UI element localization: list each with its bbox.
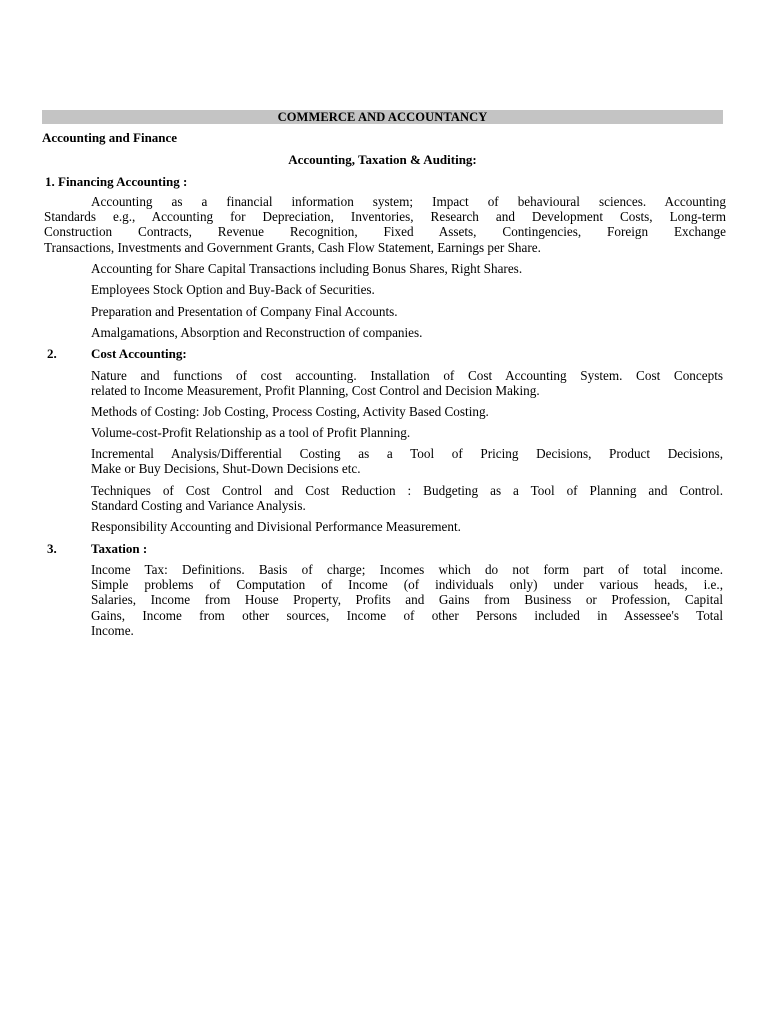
section-1-item-text: Employees Stock Option and Buy-Back of Securities.	[91, 282, 375, 297]
section-1-item	[91, 325, 723, 340]
section-3-heading: Taxation :	[91, 541, 148, 556]
section-2-heading: Cost Accounting:	[91, 346, 187, 361]
section-1-item	[91, 304, 723, 319]
section-1-item-text: Accounting for Share Capital Transactions including Bonus Shares, Right Shares.	[91, 261, 523, 276]
paper-title: Accounting, Taxation & Auditing:	[288, 152, 477, 167]
section-2-number: 2.	[47, 346, 57, 361]
section-2-item	[91, 519, 723, 534]
section-2-item	[91, 404, 723, 419]
section-2-item	[91, 446, 723, 476]
section-1-heading: 1. Financing Accounting :	[45, 174, 188, 189]
section-2-item-text: Incremental Analysis/Differential Costing as a Tool of Pricing Decisions, Product Decisions,	[91, 446, 723, 461]
section-2-item-text: Volume-cost-Profit Relationship as a tool of Profit Planning.	[91, 425, 411, 440]
section-2-item-text: related to Income Measurement, Profit Planning, Cost Control and Decision Making.	[91, 383, 540, 399]
section-1-item-text: Preparation and Presentation of Company Final Accounts.	[91, 304, 398, 319]
section-1-intro	[44, 194, 726, 255]
section-3-item-text: Salaries, Income from House Property, Profits and Gains from Business or Profession, Capital	[91, 592, 723, 608]
section-2-item-text: Methods of Costing: Job Costing, Process Costing, Activity Based Costing.	[91, 404, 489, 419]
section-2-item	[91, 425, 723, 440]
section-3-item-text: Income.	[91, 622, 134, 638]
section-3-item-text: Simple problems of Computation of Income (of individuals only) under various heads, i.e.,	[91, 577, 723, 593]
section-2-item	[91, 483, 723, 513]
section-1-item	[91, 261, 723, 276]
section-1-intro-line: Transactions, Investments and Government Grants, Cash Flow Statement, Earnings per Share.	[44, 239, 541, 255]
section-2-item	[91, 368, 723, 398]
section-3-item-text: Income Tax: Definitions. Basis of charge; Incomes which do not form part of total income.	[91, 562, 723, 577]
section-2-item-text: Standard Costing and Variance Analysis.	[91, 498, 306, 514]
section-1-item-text: Amalgamations, Absorption and Reconstruction of companies.	[91, 325, 423, 340]
subject-title: Accounting and Finance	[42, 130, 178, 145]
section-1-intro-line: Accounting as a financial information system; Impact of behavioural sciences. Accounting	[91, 194, 726, 209]
section-2-item-text: Make or Buy Decisions, Shut-Down Decisions etc.	[91, 461, 361, 477]
section-2-item-text: Responsibility Accounting and Divisional Performance Measurement.	[91, 519, 461, 534]
section-3-item	[91, 562, 723, 638]
section-1-intro-line: Standards e.g., Accounting for Depreciation, Inventories, Research and Development Costs, Long-term	[44, 209, 726, 225]
section-2-item-text: Nature and functions of cost accounting. Installation of Cost Accounting System. Cost Concepts	[91, 368, 723, 383]
section-1-item	[91, 282, 723, 297]
section-banner: COMMERCE AND ACCOUNTANCY	[42, 110, 723, 124]
section-2-item-text: Techniques of Cost Control and Cost Reduction : Budgeting as a Tool of Planning and Control.	[91, 483, 723, 498]
section-3-item-text: Gains, Income from other sources, Income of other Persons included in Assessee's Total	[91, 607, 723, 623]
section-1-intro-line: Construction Contracts, Revenue Recognition, Fixed Assets, Contingencies, Foreign Exchange	[44, 224, 726, 240]
section-3-number: 3.	[47, 541, 57, 556]
